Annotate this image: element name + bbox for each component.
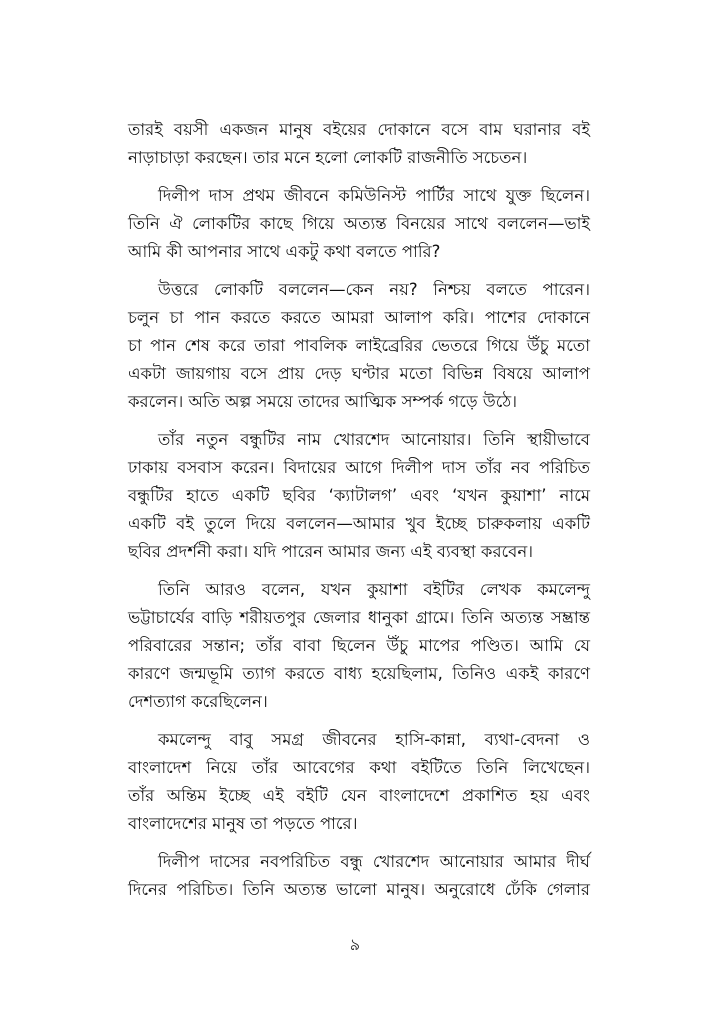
paragraph-2 — [128, 182, 590, 266]
text-line: একটা জায়গায় বসে প্রায় দেড় ঘণ্টার মতো বিভিন্ন বিষয়ে আলাপ — [128, 364, 590, 383]
text-line: বাংলাদেশের মানুষ তা পড়তে পারে। — [128, 814, 358, 833]
page-number: ৯ — [349, 935, 361, 954]
paragraph-3 — [128, 276, 590, 416]
paragraph-7 — [128, 848, 590, 904]
text-line: উত্তরে লোকটি বললেন—কেন নয়? নিশ্চয় বলতে পারেন। — [158, 280, 590, 299]
text-line: তারই বয়সী একজন মানুষ বইয়ের দোকানে বসে বাম ঘরানার বই — [128, 120, 590, 139]
text-line: দিলীপ দাসের নবপরিচিত বন্ধু খোরশেদ আনোয়ার আমার দীর্ঘ — [158, 852, 590, 871]
paragraph-1 — [128, 116, 590, 172]
text-line: দিনের পরিচিত। তিনি অত্যন্ত ভালো মানুষ। অনুরোধে ঢেঁকি গেলার — [128, 880, 590, 899]
text-line: করলেন। অতি অল্প সময়ে তাদের আত্মিক সম্পর্ক গড়ে উঠে। — [128, 392, 518, 411]
text-line: বাংলাদেশ নিয়ে তাঁর আবেগের কথা বইটিতে তিনি লিখেছেন। — [128, 758, 590, 777]
text-line: তাঁর নতুন বন্ধুটির নাম খোরশেদ আনোয়ার। তিনি স্থায়ীভাবে — [158, 430, 590, 449]
text-line: পরিবারের সন্তান; তাঁর বাবা ছিলেন উঁচু মাপের পণ্ডিত। আমি যে — [128, 636, 590, 655]
text-line: বন্ধুটির হাতে একটি ছবির ‘ক্যাটালগ’ এবং ‘যখন কুয়াশা’ নামে — [128, 486, 590, 505]
text-line: আমি কী আপনার সাথে একটু কথা বলতে পারি? — [128, 242, 441, 261]
text-line: চা পান শেষ করে তারা পাবলিক লাইব্রেরির ভেতরে গিয়ে উঁচু মতো — [128, 336, 590, 355]
text-line: কারণে জন্মভূমি ত্যাগ করতে বাধ্য হয়েছিলাম, তিনিও একই কারণে — [128, 664, 590, 683]
text-line: দিলীপ দাস প্রথম জীবনে কমিউনিস্ট পার্টির সাথে যুক্ত ছিলেন। — [158, 186, 590, 205]
paragraph-5 — [128, 576, 590, 716]
text-line: দেশত্যাগ করেছিলেন। — [128, 692, 268, 711]
text-line: ছবির প্রদর্শনী করা। যদি পারেন আমার জন্য এই ব্যবস্থা করবেন। — [128, 542, 534, 561]
paragraph-6 — [128, 726, 590, 838]
text-line: নাড়াচাড়া করছেন। তার মনে হলো লোকটি রাজনীতি সচেতন। — [128, 148, 528, 167]
text-line: চলুন চা পান করতে করতে আমরা আলাপ করি। পাশের দোকানে — [128, 308, 590, 327]
text-line: কমলেন্দু বাবু সমগ্র জীবনের হাসি-কান্না, ব্যথা-বেদনা ও — [158, 730, 590, 749]
text-line: তিনি আরও বলেন, যখন কুয়াশা বইটির লেখক কমলেন্দু — [158, 580, 590, 599]
text-line: তিনি ঐ লোকটির কাছে গিয়ে অত্যন্ত বিনয়ের সাথে বললেন—ভাই — [128, 214, 590, 233]
text-line: একটি বই তুলে দিয়ে বললেন—আমার খুব ইচ্ছে চারুকলায় একটি — [128, 514, 590, 533]
body-text — [128, 116, 590, 914]
text-line: ভট্টাচার্যের বাড়ি শরীয়তপুর জেলার ধানুকা গ্রামে। তিনি অত্যন্ত সম্ভ্রান্ত — [128, 608, 590, 627]
text-line: ঢাকায় বসবাস করেন। বিদায়ের আগে দিলীপ দাস তাঁর নব পরিচিত — [128, 458, 590, 477]
paragraph-4 — [128, 426, 590, 566]
text-line: তাঁর অন্তিম ইচ্ছে এই বইটি যেন বাংলাদেশে প্রকাশিত হয় এবং — [128, 786, 590, 805]
